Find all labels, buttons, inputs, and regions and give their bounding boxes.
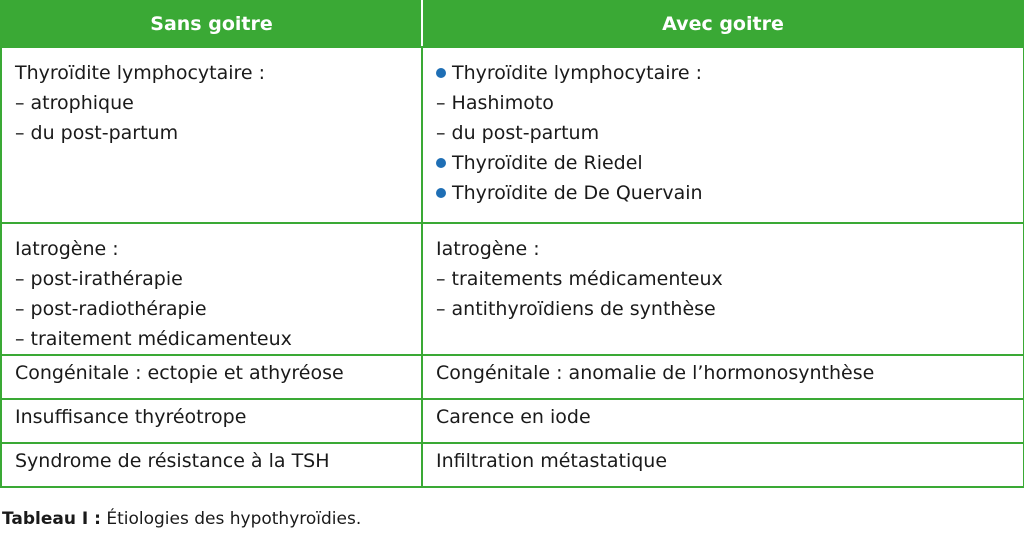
- table-cell-right: [422, 355, 1024, 399]
- cell-text: Thyroïdite de Riedel: [452, 152, 643, 174]
- cell-text: Thyroïdite lymphocytaire :: [15, 62, 266, 84]
- cell-text: Congénitale : anomalie de l’hormonosynthèse: [436, 362, 875, 384]
- table-cell-left: [1, 47, 422, 223]
- table-row: [1, 47, 1024, 223]
- cell-text: Iatrogène :: [15, 238, 119, 260]
- table-cell-right: [422, 223, 1024, 355]
- table-row: [1, 443, 1024, 487]
- table-cell-right: [422, 399, 1024, 443]
- bullet-dot-icon: [436, 188, 446, 198]
- caption-label: Tableau I :: [2, 509, 101, 529]
- header-sans-goitre: Sans goitre: [1, 1, 422, 47]
- table-cell-left: [1, 223, 422, 355]
- table-cell-left: [1, 355, 422, 399]
- table-cell-right: [422, 443, 1024, 487]
- caption-text: Étiologies des hypothyroïdies.: [100, 509, 362, 529]
- cell-text: Iatrogène :: [436, 238, 540, 260]
- table-cell-left: [1, 443, 422, 487]
- cell-text: – traitements médicamenteux: [436, 268, 723, 290]
- bullet-list-item: [436, 178, 1015, 208]
- bullet-dot-icon: [436, 68, 446, 78]
- bullet-dot-icon: [436, 158, 446, 168]
- cell-text: Thyroïdite lymphocytaire :: [452, 62, 703, 84]
- table-caption: [2, 509, 361, 529]
- cell-text: Insuffisance thyréotrope: [15, 406, 247, 428]
- bullet-list-item: [436, 148, 1015, 178]
- cell-text: – antithyroïdiens de synthèse: [436, 298, 716, 320]
- header-avec-goitre: Avec goitre: [422, 1, 1024, 47]
- table-row: [1, 399, 1024, 443]
- cell-text: Carence en iode: [436, 406, 591, 428]
- table-row: [1, 355, 1024, 399]
- cell-text: – post-radiothérapie: [15, 298, 207, 320]
- bullet-list-item: [436, 58, 1015, 88]
- cell-text: – du post-partum: [436, 122, 600, 144]
- table-row: [1, 223, 1024, 355]
- table-header-row: [1, 1, 1024, 47]
- cell-text: – du post-partum: [15, 122, 179, 144]
- table-cell-right: [422, 47, 1024, 223]
- cell-text: Infiltration métastatique: [436, 450, 668, 472]
- table-cell-left: [1, 399, 422, 443]
- cell-text: – traitement médicamenteux: [15, 328, 292, 350]
- cell-text: Thyroïdite de De Quervain: [452, 182, 703, 204]
- cell-text: – Hashimoto: [436, 92, 554, 114]
- cell-text: Congénitale : ectopie et athyréose: [15, 362, 344, 384]
- cell-text: – post-irathérapie: [15, 268, 183, 290]
- cell-text: Syndrome de résistance à la TSH: [15, 450, 330, 472]
- cell-text: – atrophique: [15, 92, 134, 114]
